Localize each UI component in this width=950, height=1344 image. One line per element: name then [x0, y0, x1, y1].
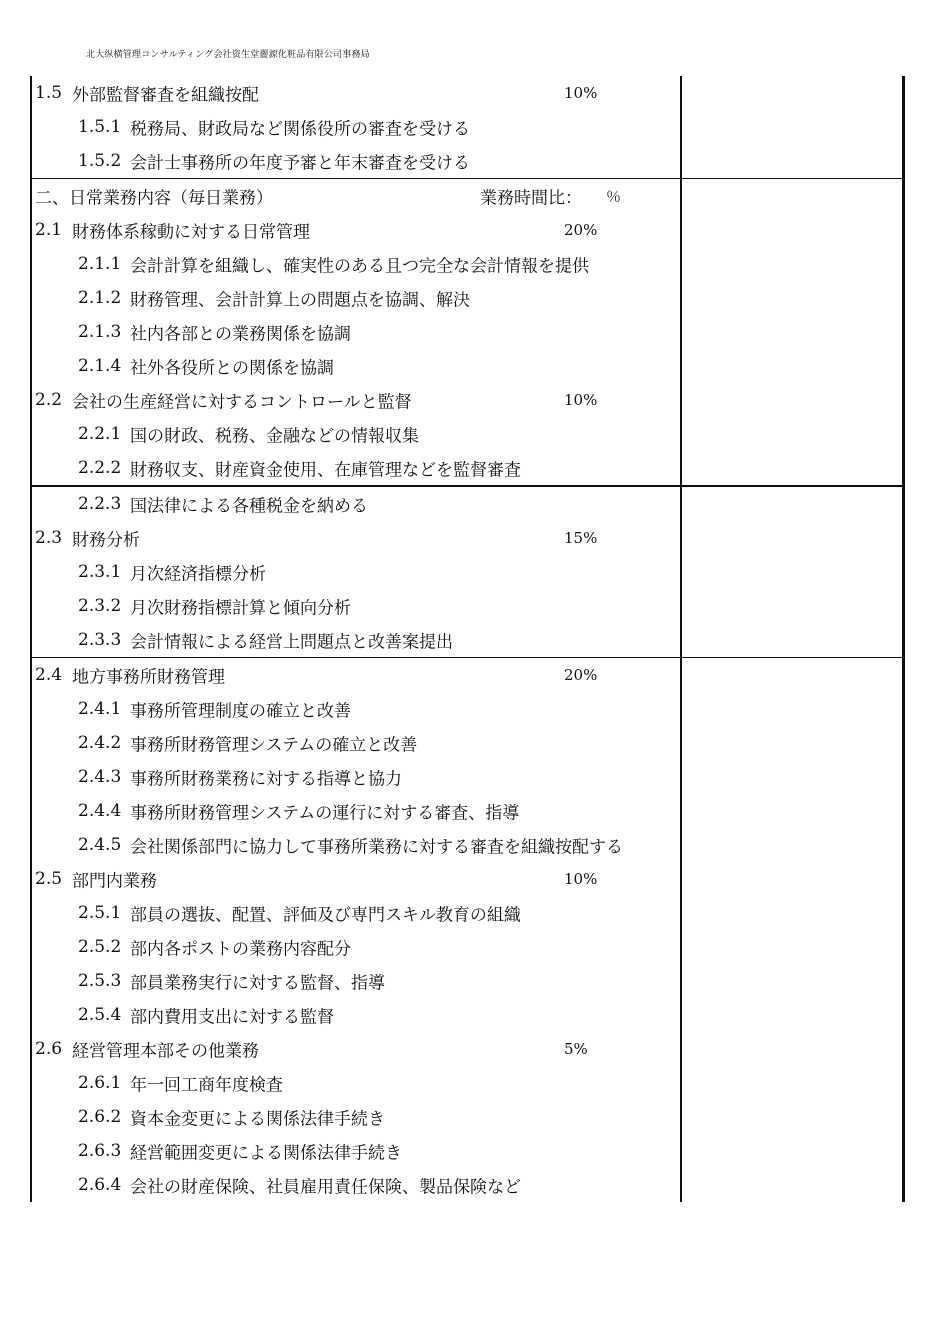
time-percentage: 15%: [564, 529, 598, 547]
item-number: 2.2.1: [78, 424, 122, 444]
subitem-row: [32, 1066, 902, 1100]
item-number: 2.4.3: [78, 767, 122, 787]
item-label: 会社関係部門に協力して事務所業務に対する審査を組織按配する: [130, 837, 623, 858]
subitem-row: [32, 930, 902, 964]
subitem-row: [32, 760, 902, 794]
item-label: 財務収支、財産資金使用、在庫管理などを監督審査: [130, 460, 521, 481]
item-number: 2.4.5: [78, 835, 122, 855]
item-label: 社外各役所との関係を協調: [130, 358, 334, 379]
subitem-row: [32, 247, 902, 281]
subitem-row: [32, 896, 902, 930]
section-row: [32, 76, 902, 110]
item-number: 1.5.2: [78, 151, 122, 171]
subitem-row: [32, 726, 902, 760]
subitem-row: [32, 349, 902, 383]
item-label: 外部監督審査を組織按配: [72, 85, 259, 106]
subitem-row: [32, 998, 902, 1032]
item-number: 2.3.2: [78, 596, 122, 616]
item-number: 2.4: [35, 665, 63, 685]
item-number: 2.3.1: [78, 562, 122, 582]
section-row: [32, 213, 902, 247]
percent-sign: ％: [606, 187, 622, 206]
subitem-row: [32, 1100, 902, 1134]
document-header: 北大纵横管理コンサルティング会社资生堂麗源化粧品有限公司事務局: [86, 50, 370, 60]
item-label: 地方事務所財務管理: [72, 667, 225, 688]
category-row: [32, 179, 902, 213]
item-number: 2.1.1: [78, 254, 122, 274]
section-row: [32, 383, 902, 417]
subitem-row: [32, 315, 902, 349]
item-number: 2.5.4: [78, 1005, 122, 1025]
item-label: 国法律による各種税金を納める: [130, 496, 368, 517]
item-label: 財務管理、会計計算上の問題点を協調、解決: [130, 290, 470, 311]
time-percentage: 20%: [564, 666, 598, 684]
section-row: [32, 862, 902, 896]
subitem-row: [32, 144, 902, 178]
item-number: 1.5.1: [78, 117, 122, 137]
item-label: 部内費用支出に対する監督: [130, 1007, 334, 1028]
item-label: 社内各部との業務関係を協調: [130, 324, 351, 345]
item-number: 2.6.3: [78, 1141, 122, 1161]
item-number: 2.2.2: [78, 458, 122, 478]
item-number: 2.4.2: [78, 733, 122, 753]
section-row: [32, 658, 902, 692]
subitem-row: [32, 828, 902, 862]
item-number: 2.4.1: [78, 699, 122, 719]
table-block: [30, 76, 905, 178]
item-number: 1.5: [35, 83, 63, 103]
item-label: 会計計算を組織し、確実性のある且つ完全な会計情報を提供: [130, 256, 589, 277]
item-label: 事務所管理制度の確立と改善: [130, 701, 351, 722]
time-percentage: 5%: [564, 1040, 588, 1058]
item-label: 財務体系稼動に対する日常管理: [72, 222, 310, 243]
item-label: 財務分析: [72, 530, 140, 551]
item-number: 2.6: [35, 1039, 63, 1059]
item-label: 事務所財務業務に対する指導と協力: [130, 769, 402, 790]
subitem-row: [32, 623, 902, 657]
item-number: 2.5.3: [78, 971, 122, 991]
item-label: 経営管理本部その他業務: [72, 1041, 259, 1062]
item-number: 2.3: [35, 528, 63, 548]
time-percentage: 20%: [564, 221, 598, 239]
item-number: 2.1: [35, 220, 63, 240]
item-number: 2.1.3: [78, 322, 122, 342]
item-number: 2.3.3: [78, 630, 122, 650]
subitem-row: [32, 110, 902, 144]
item-label: 部門内業務: [72, 871, 157, 892]
subitem-row: [32, 794, 902, 828]
item-label: 国の財政、税務、金融などの情報収集: [130, 426, 419, 447]
time-ratio-label: 業務時間比：: [480, 188, 582, 209]
time-percentage: 10%: [564, 870, 598, 888]
item-label: 会計情報による経営上問題点と改善案提出: [130, 632, 453, 653]
table-block: [30, 178, 905, 485]
item-label: 会社の生産経営に対するコントロールと監督: [72, 392, 412, 413]
item-number: 2.1.4: [78, 356, 122, 376]
section-row: [32, 1032, 902, 1066]
item-number: 2.6.4: [78, 1175, 122, 1195]
subitem-row: [32, 451, 902, 485]
table-block: [30, 485, 905, 657]
section-row: [32, 521, 902, 555]
subitem-row: [32, 1134, 902, 1168]
item-label: 年一回工商年度検査: [130, 1075, 283, 1096]
item-number: 2.5.1: [78, 903, 122, 923]
item-number: 2.2: [35, 390, 63, 410]
subitem-row: [32, 589, 902, 623]
item-label: 事務所財務管理システムの確立と改善: [130, 735, 418, 756]
subitem-row: [32, 487, 902, 521]
item-label: 経営範囲変更による関係法律手続き: [130, 1143, 402, 1164]
subitem-row: [32, 417, 902, 451]
item-label: 部員業務実行に対する監督、指導: [130, 973, 385, 994]
subitem-row: [32, 692, 902, 726]
subitem-row: [32, 1168, 902, 1202]
item-label: 月次財務指標計算と傾向分析: [130, 598, 351, 619]
item-label: 事務所財務管理システムの運行に対する審査、指導: [130, 803, 520, 824]
item-label: 会計士事務所の年度予審と年末審査を受ける: [130, 153, 470, 174]
item-label: 部員の選抜、配置、評価及び専門スキル教育の組織: [130, 905, 521, 926]
item-number: 2.1.2: [78, 288, 122, 308]
item-number: 2.5.2: [78, 937, 122, 957]
item-label: 二、日常業務内容（毎日業務）: [35, 188, 273, 209]
subitem-row: [32, 281, 902, 315]
item-label: 部内各ポストの業務内容配分: [130, 939, 351, 960]
item-label: 会社の財産保険、社員雇用責任保険、製品保険など: [130, 1177, 521, 1198]
table-block: [30, 657, 905, 1202]
item-number: 2.2.3: [78, 494, 122, 514]
subitem-row: [32, 555, 902, 589]
item-label: 税務局、財政局など関係役所の審査を受ける: [130, 119, 470, 140]
time-percentage: 10%: [564, 391, 598, 409]
duty-table: [30, 76, 905, 1202]
item-number: 2.6.1: [78, 1073, 122, 1093]
item-label: 資本金変更による関係法律手続き: [130, 1109, 385, 1130]
time-percentage: 10%: [564, 84, 598, 102]
item-number: 2.5: [35, 869, 63, 889]
item-number: 2.6.2: [78, 1107, 122, 1127]
item-number: 2.4.4: [78, 801, 122, 821]
subitem-row: [32, 964, 902, 998]
item-label: 月次経済指標分析: [130, 564, 266, 585]
